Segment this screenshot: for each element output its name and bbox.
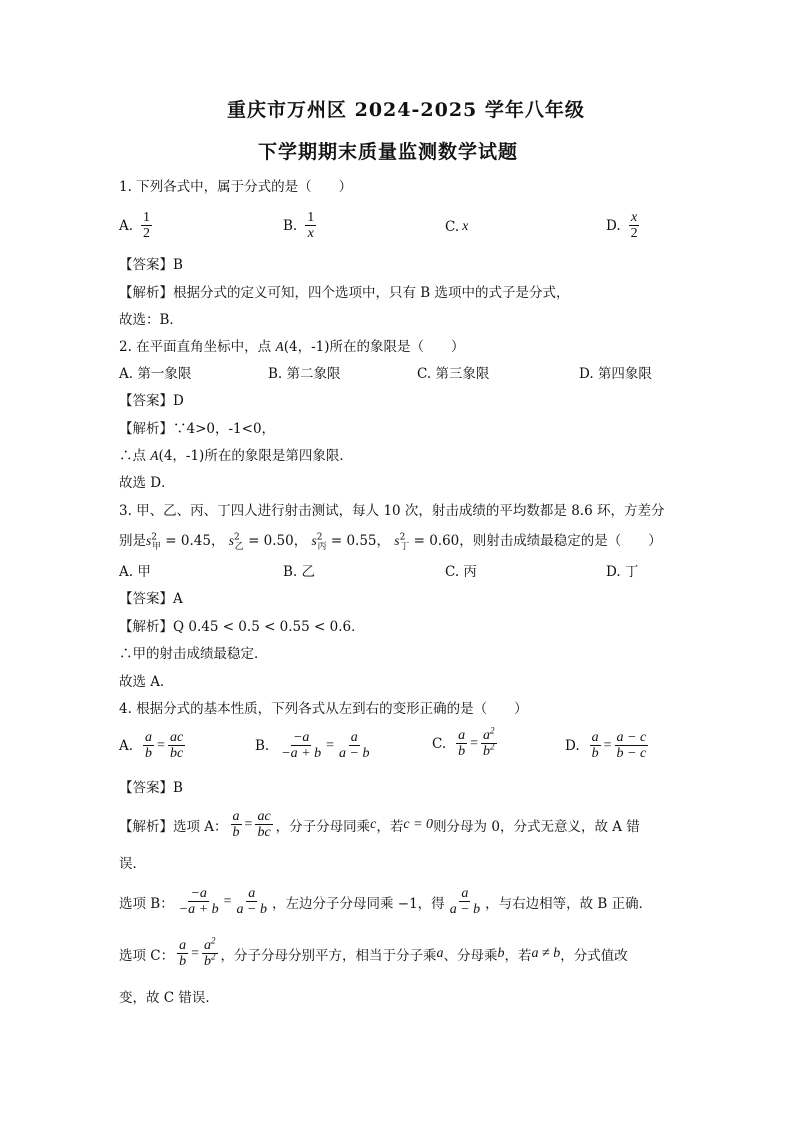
q3-var1-sub: 甲 — [152, 541, 162, 552]
q4-stem: 4. 根据分式的基本性质，下列各式从左到右的变形正确的是（ ） — [119, 701, 528, 717]
q2-option-a: A. 第一象限 — [119, 366, 192, 382]
q4-b-lhs: $\frac{-a}{-a + b}$ — [281, 730, 322, 761]
q3-conclusion: 故选 A． — [119, 674, 174, 690]
q4-analysis-c-var2: b — [497, 945, 505, 961]
q2-line2-var: A — [150, 448, 159, 463]
q1-analysis: 【解析】根据分式的定义可知，四个选项中，只有 B 选项中的式子是分式， — [119, 285, 570, 301]
q1-option-b-fraction — [305, 210, 316, 241]
q4-analysis-b-result: $\frac{a}{a - b}$ — [449, 886, 481, 917]
q1-answer: 【答案】B — [119, 257, 183, 273]
q4-option-c-label: C. — [432, 735, 447, 752]
q3-answer: 【答案】A — [119, 591, 183, 607]
q2-option-c: C. 第三象限 — [417, 366, 490, 382]
q1-d-num: x — [631, 210, 638, 225]
q1-option-a — [119, 210, 155, 241]
q2-line2-pre: ∴点 — [119, 448, 151, 464]
q2-answer: 【答案】D — [119, 393, 184, 409]
q4-analysis-a-lhs: $\frac{a}{b}$ — [232, 809, 240, 840]
q3-var4-s: s — [394, 533, 400, 548]
q3-option-b: B. 乙 — [283, 564, 316, 580]
q1-option-d-fraction — [629, 210, 640, 241]
q1-stem: 1. 下列各式中，属于分式的是（ ） — [119, 179, 353, 195]
q3-stem-line2: 别是$s^2_甲 = 0.45$， $s^2_乙 = 0.50$， $s^2_丙 = 0.55$， $s^2_丁 = 0.60$，则射击成绩最稳定的是（ ） — [119, 532, 662, 552]
q4-analysis-b-rhs: $\frac{a}{a - b}$ — [236, 886, 267, 917]
q4-analysis-a-rhs: $\frac{ac}{bc}$ — [257, 809, 271, 840]
q4-analysis-c-text3: ，若 — [504, 947, 532, 964]
q3-var3-sq: 2 — [316, 532, 323, 543]
q3-var4-val: = 0.60 — [409, 533, 460, 549]
q4-analysis-a-line2: 误． — [119, 856, 146, 872]
q4-analysis-b-text: ，左边分子分母同乘 −1，得 — [271, 895, 445, 912]
q4-analysis-c-text4: ，分式值改 — [560, 947, 628, 964]
q1-conclusion: 故选：B． — [119, 312, 183, 328]
q3-analysis: 【解析】Q 0.45 < 0.5 < 0.55 < 0.6． — [119, 619, 365, 635]
q2-option-d: D. 第四象限 — [579, 366, 652, 382]
q3-var3-val: = 0.55 — [326, 533, 377, 549]
q3-option-d: D. 丁 — [606, 564, 639, 580]
q3-stem2-pre: 别是 — [119, 533, 146, 549]
q1-option-c — [445, 219, 468, 235]
q4-option-b: B. $\frac{-a}{-a + b}$ = $\frac{a}{a - b}$ — [255, 730, 370, 761]
q2-line2-post: (4，-1)所在的象限是第四象限． — [158, 448, 353, 464]
q4-analysis-option-a: 【解析】选项 A： $\frac{a}{b}$ = $\frac{ac}{bc}$ ，分子分母同乘 c ，若 c = 0 则分母为 0，分式无意义，故 A 错 — [119, 809, 640, 840]
q2-option-b: B. 第二象限 — [268, 366, 341, 382]
q2-stem-pre: 2. 在平面直角坐标中，点 — [119, 339, 276, 355]
q4-analysis-option-b: 选项 B： $\frac{-a}{-a + b}$ = $\frac{a}{a - b}$ ，左边分子分母同乘 −1，得 $\frac{a}{a - b}$ ，与右边相等，故 B 正确． — [119, 886, 653, 917]
q4-option-d: D. $\frac{a}{b}$ = $\frac{a - c}{b - c}$ — [565, 730, 647, 761]
q1-a-num: 1 — [143, 210, 151, 225]
page-title-line1: 重庆市万州区 2024-2025 学年八年级 — [227, 99, 585, 121]
q1-d-den: 2 — [630, 226, 638, 241]
q4-analysis-b-text2: ，与右边相等，故 B 正确． — [485, 895, 653, 912]
q4-analysis-c-text: ，分子分母分别平方，相当于分子乘 — [220, 947, 437, 964]
q1-a-den: 2 — [143, 226, 151, 241]
q4-analysis-c-rhs: $\frac{a^2}{b^2}$ — [204, 935, 216, 969]
q3-var1-val: = 0.45 — [161, 533, 211, 549]
q4-analysis-c-line2: 变，故 C 错误． — [119, 990, 219, 1006]
q4-option-b-label: B. — [255, 737, 270, 754]
q4-analysis-c-lhs: $\frac{a}{b}$ — [179, 938, 187, 969]
q4-analysis-c-prefix: 选项 C： — [119, 947, 175, 964]
q3-var3-sub: 丙 — [317, 541, 327, 552]
q4-analysis-a-text3: 则分母为 0，分式无意义，故 A 错 — [433, 818, 640, 835]
q4-analysis-a-text2: ，若 — [376, 818, 404, 835]
q2-stem-var: A — [275, 339, 284, 354]
q3-var2-val: = 0.50 — [243, 533, 294, 549]
q4-analysis-c-var1: a — [436, 945, 444, 961]
q3-stem2-post: ，则射击成绩最稳定的是（ ） — [459, 533, 662, 549]
q4-a-rhs: $\frac{ac}{bc}$ — [169, 730, 184, 761]
q4-b-rhs: $\frac{a}{a - b}$ — [339, 730, 370, 761]
q1-b-num: 1 — [307, 210, 315, 225]
q2-conclusion: 故选 D． — [119, 475, 175, 491]
q4-analysis-a-prefix: 【解析】选项 A： — [119, 818, 228, 835]
q4-analysis-a-var: c — [370, 816, 377, 832]
q4-option-a: A. $\frac{a}{b}$ = $\frac{ac}{bc}$ — [119, 730, 184, 761]
q4-analysis-a-cond: c = 0 — [403, 816, 434, 832]
q3-var2-s: s — [228, 533, 235, 548]
q1-option-b-label: B. — [283, 217, 298, 234]
q1-option-c-label: C. — [445, 219, 460, 235]
q4-analysis-c-cond: a ≠ b — [531, 945, 561, 961]
q3-var4-sq: 2 — [399, 532, 406, 543]
q1-option-a-label: A. — [119, 217, 134, 234]
q3-var1-sq: 2 — [151, 532, 157, 543]
q3-analysis-line2: ∴甲的射击成绩最稳定． — [119, 646, 268, 662]
q4-c-lhs: $\frac{a}{b}$ — [458, 728, 466, 759]
q1-option-a-fraction — [141, 210, 152, 241]
q3-var2-sub: 乙 — [234, 541, 244, 552]
q2-analysis: 【解析】∵4>0，-1<0， — [119, 421, 276, 437]
q3-option-c: C. 丙 — [445, 564, 477, 580]
q3-var3-s: s — [311, 533, 317, 548]
q2-stem-post: (4，-1)所在的象限是（ ） — [283, 339, 465, 355]
q4-d-rhs: $\frac{a - c}{b - c}$ — [616, 730, 647, 761]
q2-analysis-line2 — [119, 447, 353, 465]
q4-analysis-b-lhs: $\frac{-a}{-a + b}$ — [178, 886, 219, 917]
q4-a-lhs: $\frac{a}{b}$ — [145, 730, 153, 761]
q4-d-lhs: $\frac{a}{b}$ — [591, 730, 599, 761]
q3-option-a: A. 甲 — [119, 564, 151, 580]
q1-b-den: x — [307, 226, 314, 241]
q3-var2-sq: 2 — [234, 532, 240, 543]
q4-option-c: C. $\frac{a}{b}$ = $\frac{a^2}{b^2}$ — [432, 725, 495, 759]
q4-analysis-b-prefix: 选项 B： — [119, 895, 174, 912]
q4-c-rhs: $\frac{a^2}{b^2}$ — [483, 725, 495, 759]
q4-option-a-label: A. — [119, 737, 134, 754]
q1-option-b — [283, 210, 319, 241]
q4-analysis-option-c: 选项 C： $\frac{a}{b}$ = $\frac{a^2}{b^2}$ ，分子分母分别平方，相当于分子乘 a 、分母乘 b ，若 a ≠ b ，分式值改 — [119, 935, 628, 969]
q3-var4-sub: 丁 — [400, 541, 410, 552]
page-title-line2: 下学期期末质量监测数学试题 — [258, 141, 519, 163]
q4-answer: 【答案】B — [119, 780, 183, 796]
q4-option-d-label: D. — [565, 737, 580, 754]
q1-option-d — [606, 210, 643, 241]
q1-option-c-value: x — [462, 219, 469, 234]
q3-var1-s: s — [146, 533, 152, 548]
q4-analysis-c-text2: 、分母乘 — [443, 947, 498, 964]
q2-stem — [119, 338, 465, 356]
q1-option-d-label: D. — [606, 217, 621, 234]
q4-analysis-a-text: ，分子分母同乘 — [275, 818, 371, 835]
q3-stem-line1: 3. 甲、乙、丙、丁四人进行射击测试，每人 10 次，射击成绩的平均数都是 8.6 环，方差分 — [119, 503, 665, 519]
